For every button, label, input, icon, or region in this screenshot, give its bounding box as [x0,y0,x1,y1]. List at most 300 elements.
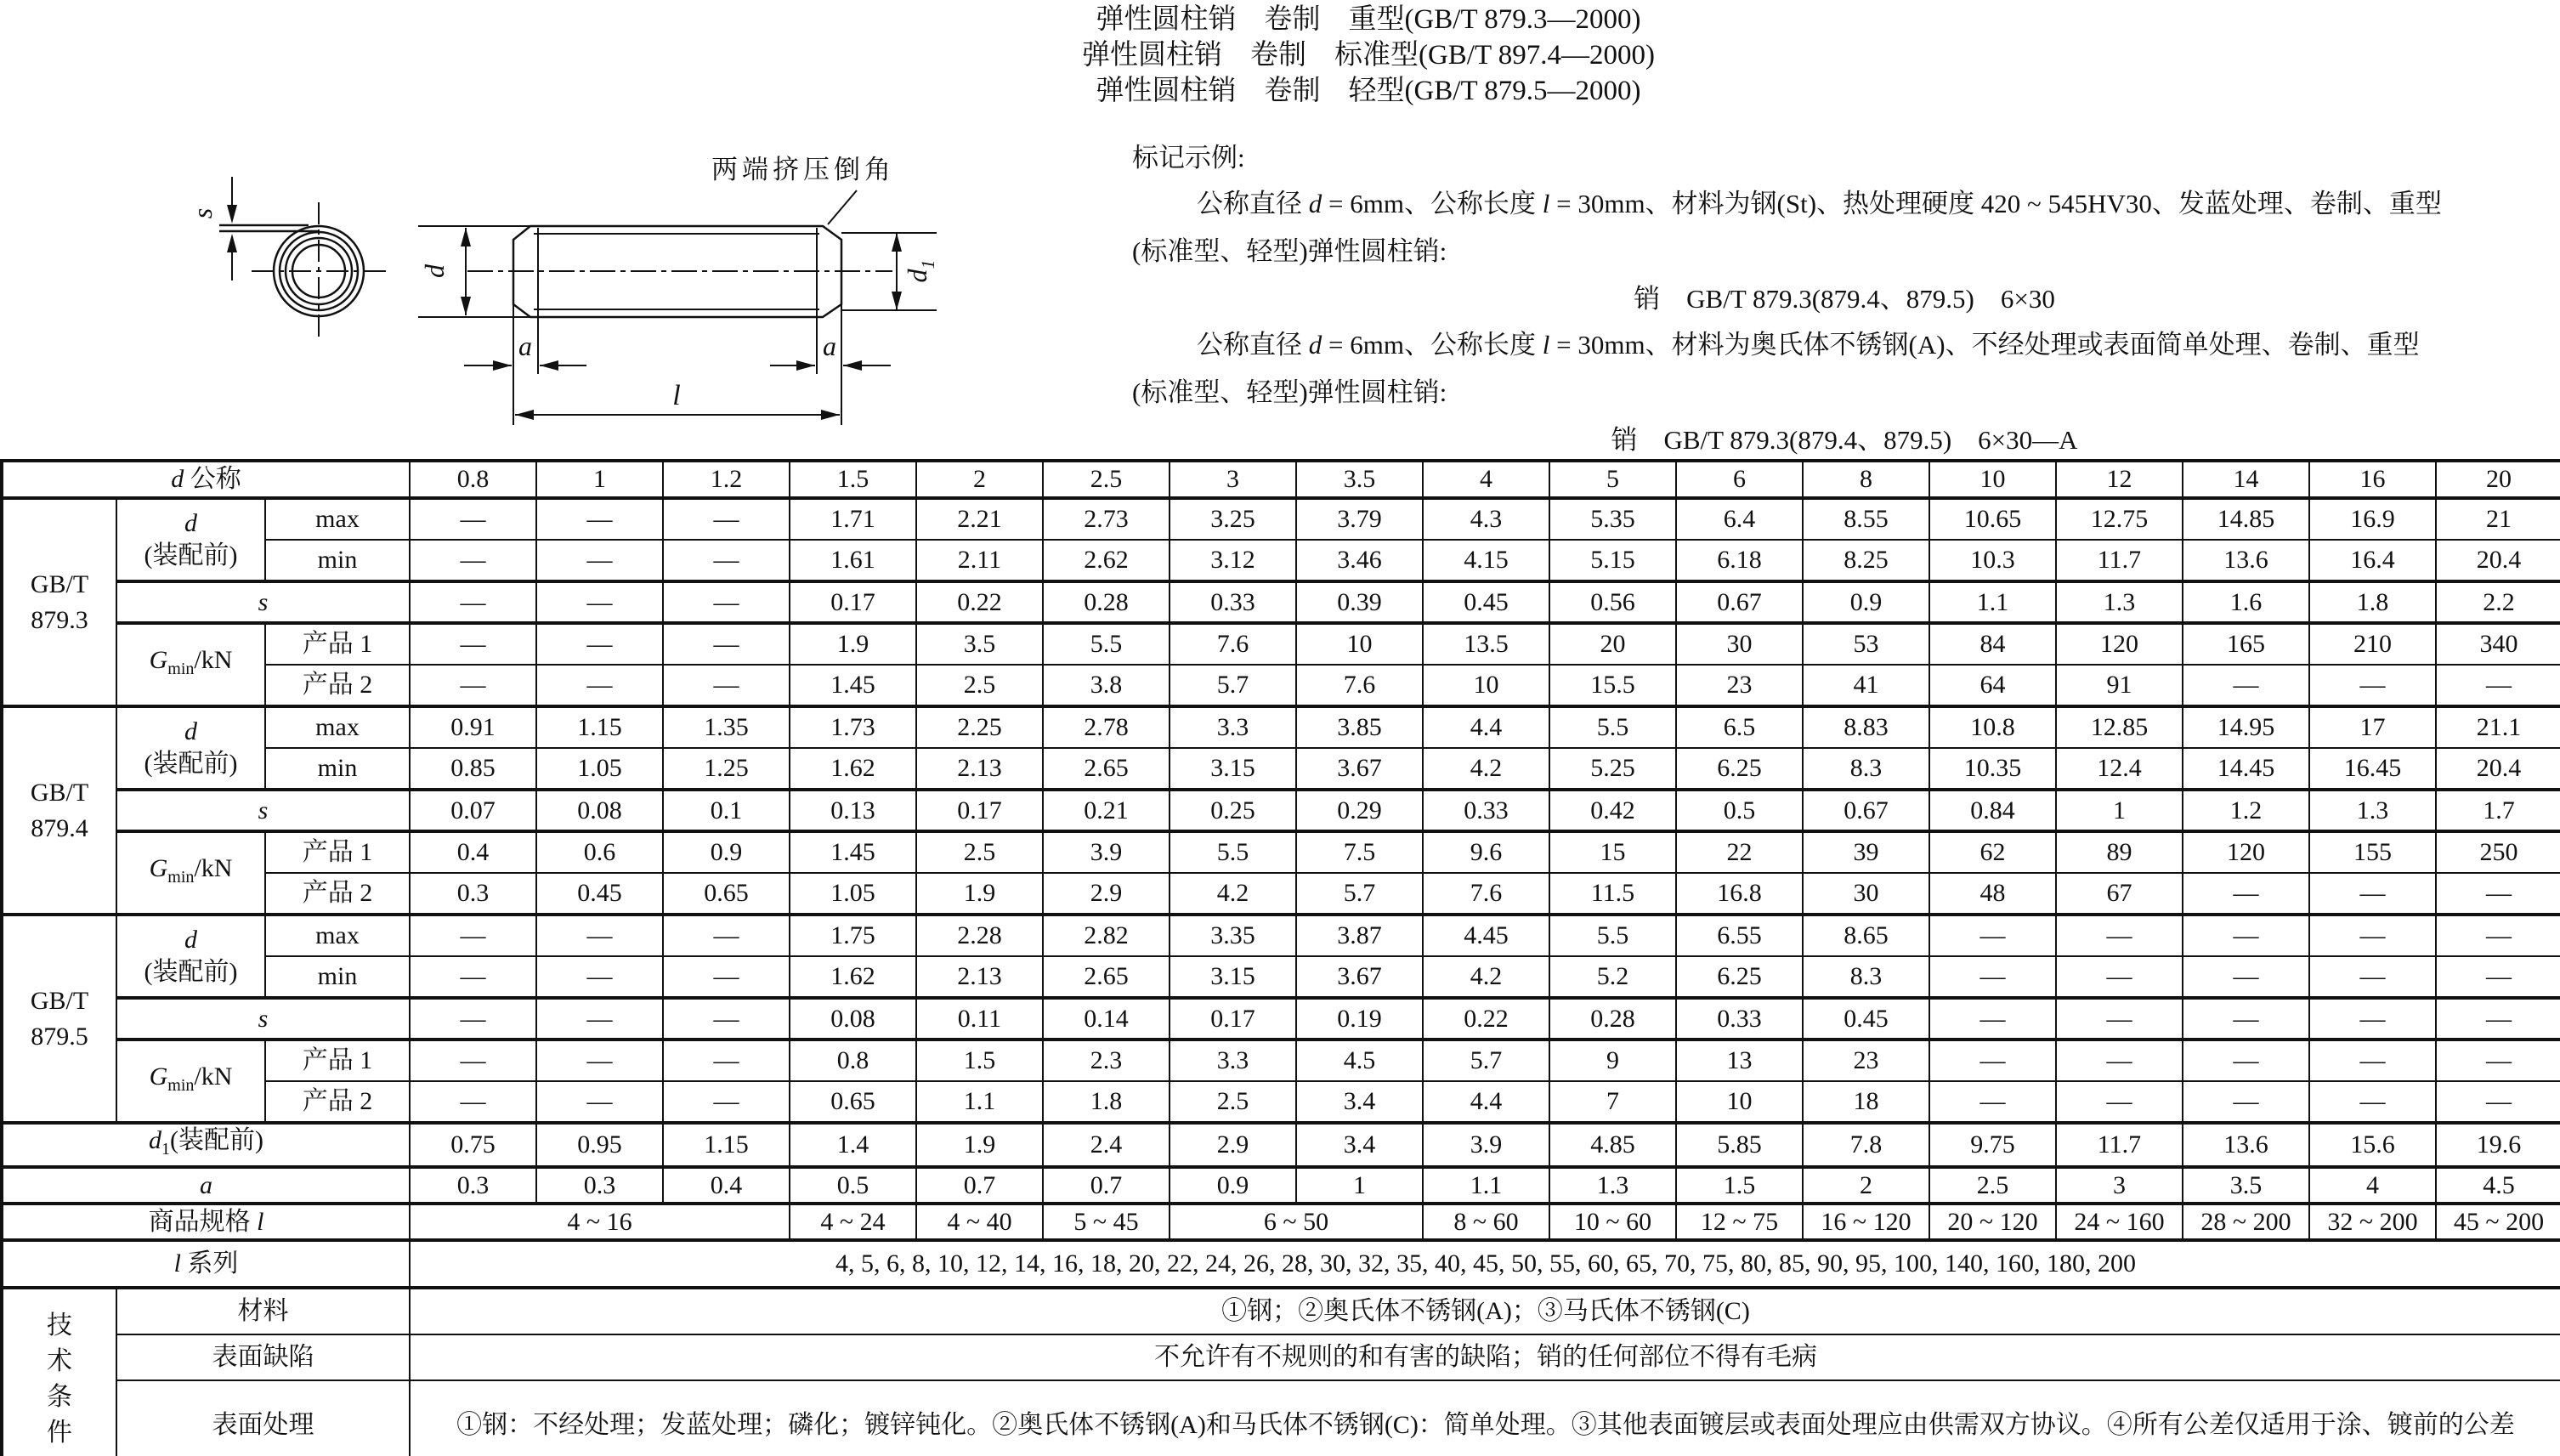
value-cell: 2.5 [1929,1167,2056,1204]
value-cell: — [2056,956,2183,998]
value-cell: 0.33 [1170,581,1296,623]
column-header: 12 [2056,461,2183,498]
value-cell: 1.1 [1423,1167,1549,1204]
text-cell: 4, 5, 6, 8, 10, 12, 14, 16, 18, 20, 22, 24, 26, 28, 30, 32, 35, 40, 45, 50, 55, 60, 65, 70, 75, 80, 85, 90, 95, 100, 140, 160, 180, 200 [410,1240,2560,1288]
marking-ex2-line2: (标准型、轻型)弹性圆柱销: [1132,377,1447,407]
column-header: 5 [1549,461,1676,498]
value-cell: 28 ~ 200 [2183,1204,2309,1240]
value-cell: — [410,998,536,1040]
row-label: 表面处理 [116,1380,410,1456]
value-cell: 12.85 [2056,706,2183,748]
value-cell: 10 [1423,665,1549,706]
value-cell: 3.79 [1296,498,1423,540]
document-titles [918,2,1819,109]
value-cell: — [663,915,790,956]
value-cell: 1.15 [536,706,663,748]
value-cell: — [536,998,663,1040]
value-cell: 1.6 [2183,581,2309,623]
row-label: a [2,1167,410,1204]
value-cell: — [410,1040,536,1081]
value-cell: 0.75 [410,1123,536,1167]
value-cell: 13.6 [2183,540,2309,581]
value-cell: — [2309,1081,2436,1123]
value-cell: 0.84 [1929,790,2056,831]
row-label: s [116,581,410,623]
value-cell: 8.55 [1803,498,1929,540]
value-cell: 2.73 [1043,498,1170,540]
row-label: $G_{min}/kN$ [116,623,265,706]
column-header: 16 [2309,461,2436,498]
value-cell: 0.3 [410,1167,536,1204]
dim-d1-label: $d_1$ [902,259,938,283]
value-cell: 16.9 [2309,498,2436,540]
standard-label: GB/T 879.3 [2,498,116,706]
value-cell: 3.8 [1043,665,1170,706]
value-cell: 1.73 [790,706,916,748]
marking-heading: 标记示例: [1132,143,1245,173]
value-cell: 2.5 [916,831,1043,873]
title-heavy-type: 弹性圆柱销 卷制 重型(GB/T 879.3—2000) [1096,4,1641,35]
value-cell: 10.65 [1929,498,2056,540]
value-cell: 120 [2056,623,2183,665]
value-cell: 2.25 [916,706,1043,748]
row-label: d (装配前) [116,498,265,581]
row-label: min [265,748,410,790]
value-cell: 39 [1803,831,1929,873]
value-cell: 6.5 [1676,706,1803,748]
value-cell: 6.25 [1676,748,1803,790]
value-cell: 2.62 [1043,540,1170,581]
value-cell: 10 [1676,1081,1803,1123]
value-cell: 4.5 [2436,1167,2560,1204]
value-cell: 16.4 [2309,540,2436,581]
marking-ex2-line1: 公称直径 d = 6mm、公称长度 l = 30mm、材料为奥氏体不锈钢(A)、不经处理或表面简单处理、卷制、重型 [1197,330,2420,360]
value-cell: 3.3 [1170,706,1296,748]
value-cell: 1.75 [790,915,916,956]
value-cell: 0.5 [1676,790,1803,831]
value-cell: 5.5 [1549,915,1676,956]
value-cell: — [410,498,536,540]
value-cell: 1.62 [790,956,916,998]
value-cell: 0.45 [1803,998,1929,1040]
dim-a-left-label: a [518,331,532,361]
value-cell: 3.35 [1170,915,1296,956]
value-cell: 4.4 [1423,706,1549,748]
value-cell: — [2436,1040,2560,1081]
value-cell: — [536,1040,663,1081]
value-cell: 45 ~ 200 [2436,1204,2560,1240]
value-cell: 165 [2183,623,2309,665]
column-header: 0.8 [410,461,536,498]
value-cell: 1.8 [2309,581,2436,623]
value-cell: 10.3 [1929,540,2056,581]
value-cell: 3.9 [1043,831,1170,873]
value-cell: 1 [2056,790,2183,831]
row-label: 产品 2 [265,873,410,915]
value-cell: — [410,956,536,998]
chamfer-note-label: 两端挤压倒角 [711,155,895,184]
value-cell: 5.7 [1423,1040,1549,1081]
row-label: max [265,915,410,956]
value-cell: 4 [2309,1167,2436,1204]
value-cell: 89 [2056,831,2183,873]
row-label: 商品规格 l [2,1204,410,1240]
value-cell: 62 [1929,831,2056,873]
row-label: d (装配前) [116,706,265,790]
row-label: 产品 2 [265,1081,410,1123]
value-cell: 15.5 [1549,665,1676,706]
value-cell: 6.4 [1676,498,1803,540]
value-cell: — [536,581,663,623]
value-cell: 3.85 [1296,706,1423,748]
value-cell: 5.85 [1676,1123,1803,1167]
value-cell: 32 ~ 200 [2309,1204,2436,1240]
value-cell: 0.4 [410,831,536,873]
column-header: 3.5 [1296,461,1423,498]
value-cell: 0.28 [1549,998,1676,1040]
value-cell: 23 [1676,665,1803,706]
value-cell: 24 ~ 160 [2056,1204,2183,1240]
value-cell: 3.3 [1170,1040,1296,1081]
value-cell: 4.85 [1549,1123,1676,1167]
value-cell: 210 [2309,623,2436,665]
value-cell: 84 [1929,623,2056,665]
value-cell: 30 [1803,873,1929,915]
value-cell: 0.8 [790,1040,916,1081]
value-cell: 4.2 [1170,873,1296,915]
dim-d-label: d [419,264,450,278]
row-label: min [265,956,410,998]
value-cell: 3.25 [1170,498,1296,540]
value-cell: 7.8 [1803,1123,1929,1167]
value-cell: — [1929,1040,2056,1081]
row-label: min [265,540,410,581]
value-cell: 3.46 [1296,540,1423,581]
value-cell: — [2436,1081,2560,1123]
value-cell: 12 ~ 75 [1676,1204,1803,1240]
value-cell: 1.35 [663,706,790,748]
value-cell: — [536,665,663,706]
value-cell: 22 [1676,831,1803,873]
title-standard-type: 弹性圆柱销 卷制 标准型(GB/T 897.4—2000) [1081,40,1656,71]
standard-label: 技 术 条 件 [2,1288,116,1456]
value-cell: 19.6 [2436,1123,2560,1167]
value-cell: 0.13 [790,790,916,831]
value-cell: 0.19 [1296,998,1423,1040]
value-cell: 0.95 [536,1123,663,1167]
value-cell: — [2436,956,2560,998]
value-cell: — [536,956,663,998]
value-cell: 10.35 [1929,748,2056,790]
value-cell: 0.08 [790,998,916,1040]
value-cell: — [410,581,536,623]
value-cell: 4 ~ 16 [410,1204,790,1240]
value-cell: 0.4 [663,1167,790,1204]
value-cell: 250 [2436,831,2560,873]
value-cell: 16 ~ 120 [1803,1204,1929,1240]
value-cell: 2.82 [1043,915,1170,956]
value-cell: 2.11 [916,540,1043,581]
value-cell: 5.5 [1043,623,1170,665]
value-cell: — [663,1081,790,1123]
value-cell: 11.7 [2056,1123,2183,1167]
value-cell: 8.3 [1803,956,1929,998]
value-cell: 1.5 [1676,1167,1803,1204]
dim-l-label: l [672,380,681,411]
value-cell: — [2183,956,2309,998]
dim-a-right-label: a [823,331,836,361]
value-cell: 1.45 [790,831,916,873]
text-cell: ①钢：不经处理；发蓝处理；磷化；镀锌钝化。②奥氏体不锈钢(A)和马氏体不锈钢(C)：简单处理。③其他表面镀层或表面处理应由供需双方协议。④所有公差仅适用于涂、镀前的公差 [410,1380,2560,1456]
value-cell: 5.7 [1296,873,1423,915]
value-cell: 0.9 [663,831,790,873]
text-cell: 不允许有不规则的和有害的缺陷；销的任何部位不得有毛病 [410,1334,2560,1380]
value-cell: 0.9 [1803,581,1929,623]
value-cell: 13.5 [1423,623,1549,665]
value-cell: — [663,623,790,665]
value-cell: — [2309,915,2436,956]
value-cell: 0.7 [1043,1167,1170,1204]
value-cell: 11.5 [1549,873,1676,915]
value-cell: 5.5 [1170,831,1296,873]
value-cell: 4.2 [1423,748,1549,790]
value-cell: — [1929,1081,2056,1123]
value-cell: 7 [1549,1081,1676,1123]
marking-ex1-designation: 销 GB/T 879.3(879.4、879.5) 6×30 [1634,284,2055,314]
value-cell: 20.4 [2436,748,2560,790]
value-cell: 30 [1676,623,1803,665]
value-cell: 0.9 [1170,1167,1296,1204]
value-cell: 7.6 [1296,665,1423,706]
value-cell: 0.65 [790,1081,916,1123]
value-cell: 1.2 [2183,790,2309,831]
coil-section-view [187,177,386,340]
value-cell: 1 [1296,1167,1423,1204]
value-cell: 4.3 [1423,498,1549,540]
value-cell: 2.9 [1043,873,1170,915]
value-cell: 0.3 [536,1167,663,1204]
row-label: l 系列 [2,1240,410,1288]
value-cell: 2.13 [916,748,1043,790]
value-cell: 7.6 [1423,873,1549,915]
value-cell: 6 ~ 50 [1170,1204,1423,1240]
value-cell: 23 [1803,1040,1929,1081]
value-cell: — [536,915,663,956]
value-cell: 0.29 [1296,790,1423,831]
value-cell: — [663,498,790,540]
row-label: 产品 2 [265,665,410,706]
value-cell: — [536,540,663,581]
value-cell: 0.22 [916,581,1043,623]
value-cell: 0.11 [916,998,1043,1040]
value-cell: 9.6 [1423,831,1549,873]
value-cell: 5.35 [1549,498,1676,540]
standard-label: GB/T 879.5 [2,915,116,1123]
value-cell: 1.1 [916,1081,1043,1123]
value-cell: 8.3 [1803,748,1929,790]
dim-s-label: s [187,207,218,219]
value-cell: 0.7 [916,1167,1043,1204]
value-cell: — [2183,915,2309,956]
pin-side-view [418,155,938,425]
value-cell: — [410,623,536,665]
marking-ex2-designation: 销 GB/T 879.3(879.4、879.5) 6×30—A [1611,425,2078,455]
value-cell: 14.85 [2183,498,2309,540]
value-cell: 4.45 [1423,915,1549,956]
value-cell: 0.21 [1043,790,1170,831]
value-cell: 1.5 [916,1040,1043,1081]
value-cell: — [2056,1081,2183,1123]
value-cell: — [2436,998,2560,1040]
value-cell: 3.87 [1296,915,1423,956]
value-cell: 3.15 [1170,748,1296,790]
marking-ex1-line1: 公称直径 d = 6mm、公称长度 l = 30mm、材料为钢(St)、热处理硬度 420 ~ 545HV30、发蓝处理、卷制、重型 [1197,189,2442,218]
value-cell: 1.8 [1043,1081,1170,1123]
value-cell: 2 [1803,1167,1929,1204]
value-cell: — [1929,956,2056,998]
value-cell: — [410,540,536,581]
value-cell: 8.65 [1803,915,1929,956]
value-cell: 0.45 [1423,581,1549,623]
value-cell: 3.4 [1296,1081,1423,1123]
value-cell: 1.4 [790,1123,916,1167]
value-cell: 0.33 [1676,998,1803,1040]
value-cell: — [2183,873,2309,915]
value-cell: 2.5 [916,665,1043,706]
value-cell: 1.3 [2309,790,2436,831]
row-label: $d_1$(装配前) [2,1123,410,1167]
value-cell: 3.67 [1296,748,1423,790]
row-label: 产品 1 [265,1040,410,1081]
marking-example-block [1132,141,2557,469]
value-cell: 3.9 [1423,1123,1549,1167]
value-cell: 4.2 [1423,956,1549,998]
value-cell: — [2056,998,2183,1040]
column-header: 2.5 [1043,461,1170,498]
value-cell: 3.5 [2183,1167,2309,1204]
value-cell: 3.4 [1296,1123,1423,1167]
value-cell: 6.18 [1676,540,1803,581]
value-cell: 0.1 [663,790,790,831]
value-cell: 1.71 [790,498,916,540]
value-cell: 2.3 [1043,1040,1170,1081]
value-cell: 2.78 [1043,706,1170,748]
column-header: d 公称 [2,461,410,498]
value-cell: 0.6 [536,831,663,873]
value-cell: — [663,998,790,1040]
value-cell: 8.83 [1803,706,1929,748]
column-header: 20 [2436,461,2560,498]
value-cell: — [2436,915,2560,956]
value-cell: 4.4 [1423,1081,1549,1123]
value-cell: 20 ~ 120 [1929,1204,2056,1240]
value-cell: — [410,665,536,706]
text-cell: ①钢；②奥氏体不锈钢(A)；③马氏体不锈钢(C) [410,1288,2560,1334]
value-cell: 5.5 [1549,706,1676,748]
row-label: s [116,790,410,831]
value-cell: 0.08 [536,790,663,831]
value-cell: 10 ~ 60 [1549,1204,1676,1240]
value-cell: 13 [1676,1040,1803,1081]
value-cell: 0.85 [410,748,536,790]
title-light-type: 弹性圆柱销 卷制 轻型(GB/T 879.5—2000) [1096,76,1641,106]
row-label: max [265,498,410,540]
value-cell: — [2436,665,2560,706]
value-cell: 5.7 [1170,665,1296,706]
value-cell: 1.05 [790,873,916,915]
value-cell: 6.25 [1676,956,1803,998]
row-label: 产品 1 [265,623,410,665]
value-cell: — [663,665,790,706]
value-cell: 2.9 [1170,1123,1296,1167]
column-header: 6 [1676,461,1803,498]
value-cell: 3 [2056,1167,2183,1204]
value-cell: 2.65 [1043,956,1170,998]
value-cell: 0.39 [1296,581,1423,623]
value-cell: 15.6 [2309,1123,2436,1167]
value-cell: 16.45 [2309,748,2436,790]
value-cell: 2.5 [1170,1081,1296,1123]
value-cell: 67 [2056,873,2183,915]
value-cell: 1.15 [663,1123,790,1167]
value-cell: 53 [1803,623,1929,665]
value-cell: 4 ~ 40 [916,1204,1043,1240]
column-header: 8 [1803,461,1929,498]
standard-label: GB/T 879.4 [2,706,116,915]
value-cell: 1.25 [663,748,790,790]
value-cell: 3.5 [916,623,1043,665]
row-label: $G_{min}/kN$ [116,1040,265,1123]
value-cell: 13.6 [2183,1123,2309,1167]
value-cell: — [1929,998,2056,1040]
value-cell: 0.91 [410,706,536,748]
value-cell: 0.22 [1423,998,1549,1040]
value-cell: 0.17 [916,790,1043,831]
value-cell: 1.45 [790,665,916,706]
value-cell: 41 [1803,665,1929,706]
value-cell: 91 [2056,665,2183,706]
value-cell: 1.3 [1549,1167,1676,1204]
value-cell: 8 ~ 60 [1423,1204,1549,1240]
value-cell: 4.5 [1296,1040,1423,1081]
value-cell: 0.14 [1043,998,1170,1040]
value-cell: 0.56 [1549,581,1676,623]
value-cell: 11.7 [2056,540,2183,581]
column-header: 1.5 [790,461,916,498]
value-cell: 4 ~ 24 [790,1204,916,1240]
value-cell: 3.12 [1170,540,1296,581]
value-cell: — [663,581,790,623]
value-cell: 1.9 [916,873,1043,915]
value-cell: — [2056,1040,2183,1081]
value-cell: 48 [1929,873,2056,915]
value-cell: — [2183,1040,2309,1081]
value-cell: — [663,956,790,998]
value-cell: — [2309,1040,2436,1081]
value-cell: 0.3 [410,873,536,915]
value-cell: 5.15 [1549,540,1676,581]
value-cell: 5.2 [1549,956,1676,998]
value-cell: — [2309,873,2436,915]
value-cell: 2.13 [916,956,1043,998]
value-cell: 17 [2309,706,2436,748]
value-cell: 10 [1296,623,1423,665]
value-cell: 8.25 [1803,540,1929,581]
value-cell: 0.17 [790,581,916,623]
value-cell: 7.6 [1170,623,1296,665]
value-cell: 4.15 [1423,540,1549,581]
value-cell: 14.45 [2183,748,2309,790]
